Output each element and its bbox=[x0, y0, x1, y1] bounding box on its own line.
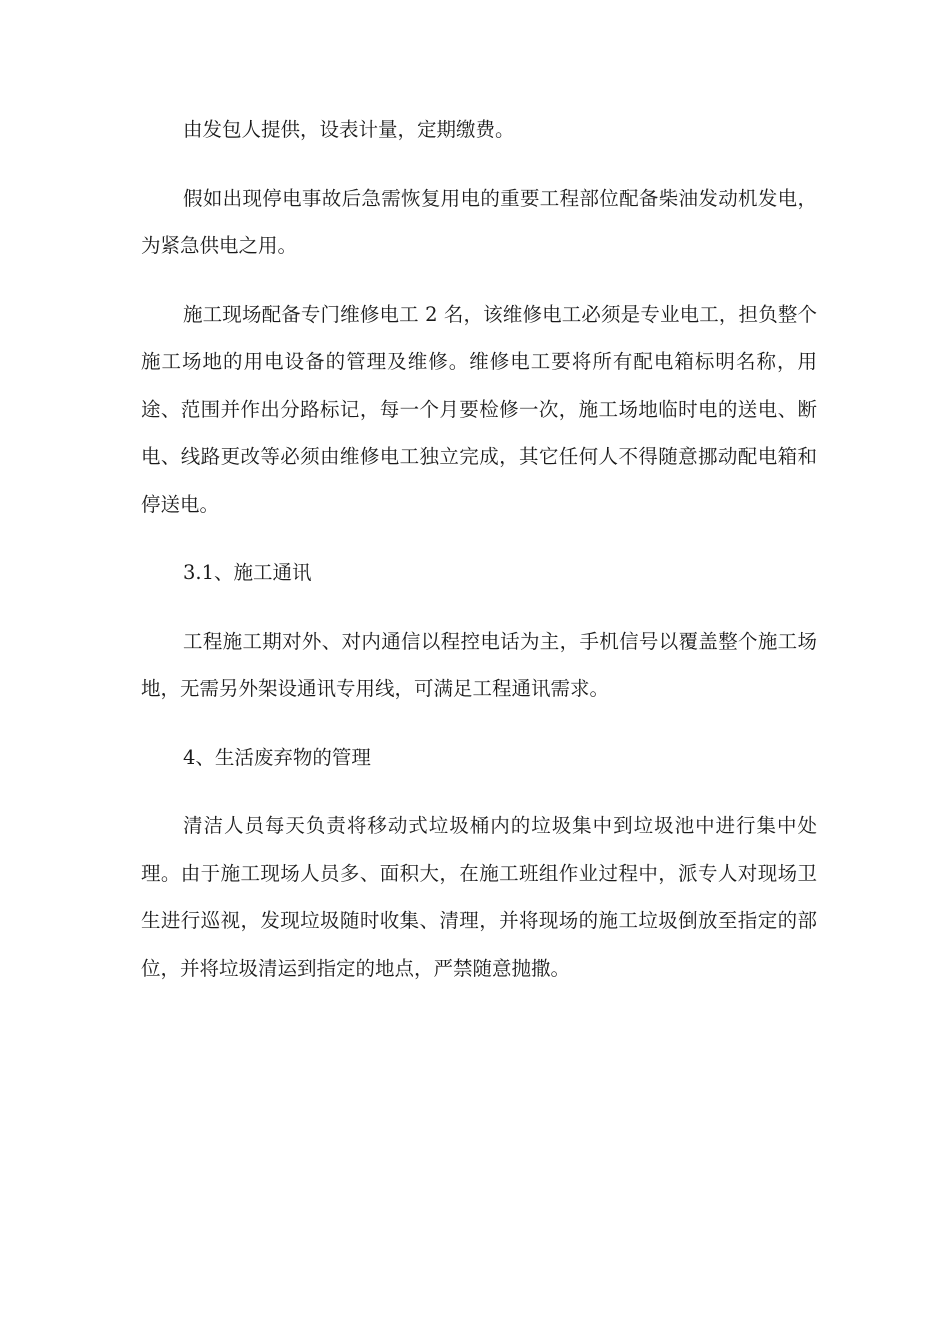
paragraph-maintenance-electrician: 施工现场配备专门维修电工 2 名，该维修电工必须是专业电工，担负整个施工场地的用电设备的管理及维修。维修电工要将所有配电箱标明名称，用途、范围并作出分路标记，每一个月要检修一次，施工场地临时电的送电、断电、线路更改等必须由维修电工独立完成，其它任何人不得随意挪动配电箱和停送电。 bbox=[141, 302, 817, 516]
paragraph-communications: 工程施工期对外、对内通信以程控电话为主，手机信号以覆盖整个施工场地，无需另外架设通讯专用线，可满足工程通讯需求。 bbox=[141, 629, 817, 700]
document-body bbox=[141, 106, 817, 1013]
section-heading-communications: 3.1、施工通讯 bbox=[183, 561, 312, 584]
section-heading-waste-management: 4、生活废弃物的管理 bbox=[183, 745, 371, 769]
paragraph-waste-management: 清洁人员每天负责将移动式垃圾桶内的垃圾集中到垃圾池中进行集中处理。由于施工现场人员多、面积大，在施工班组作业过程中，派专人对现场卫生进行巡视，发现垃圾随时收集、清理，并将现场的施工垃圾倒放至指定的部位，并将垃圾清运到指定的地点，严禁随意抛撒。 bbox=[141, 814, 817, 980]
paragraph-power-supply: 由发包人提供，设表计量，定期缴费。 bbox=[183, 118, 515, 141]
paragraph-emergency-generator: 假如出现停电事故后急需恢复用电的重要工程部位配备柴油发动机发电，为紧急供电之用。 bbox=[141, 186, 817, 257]
